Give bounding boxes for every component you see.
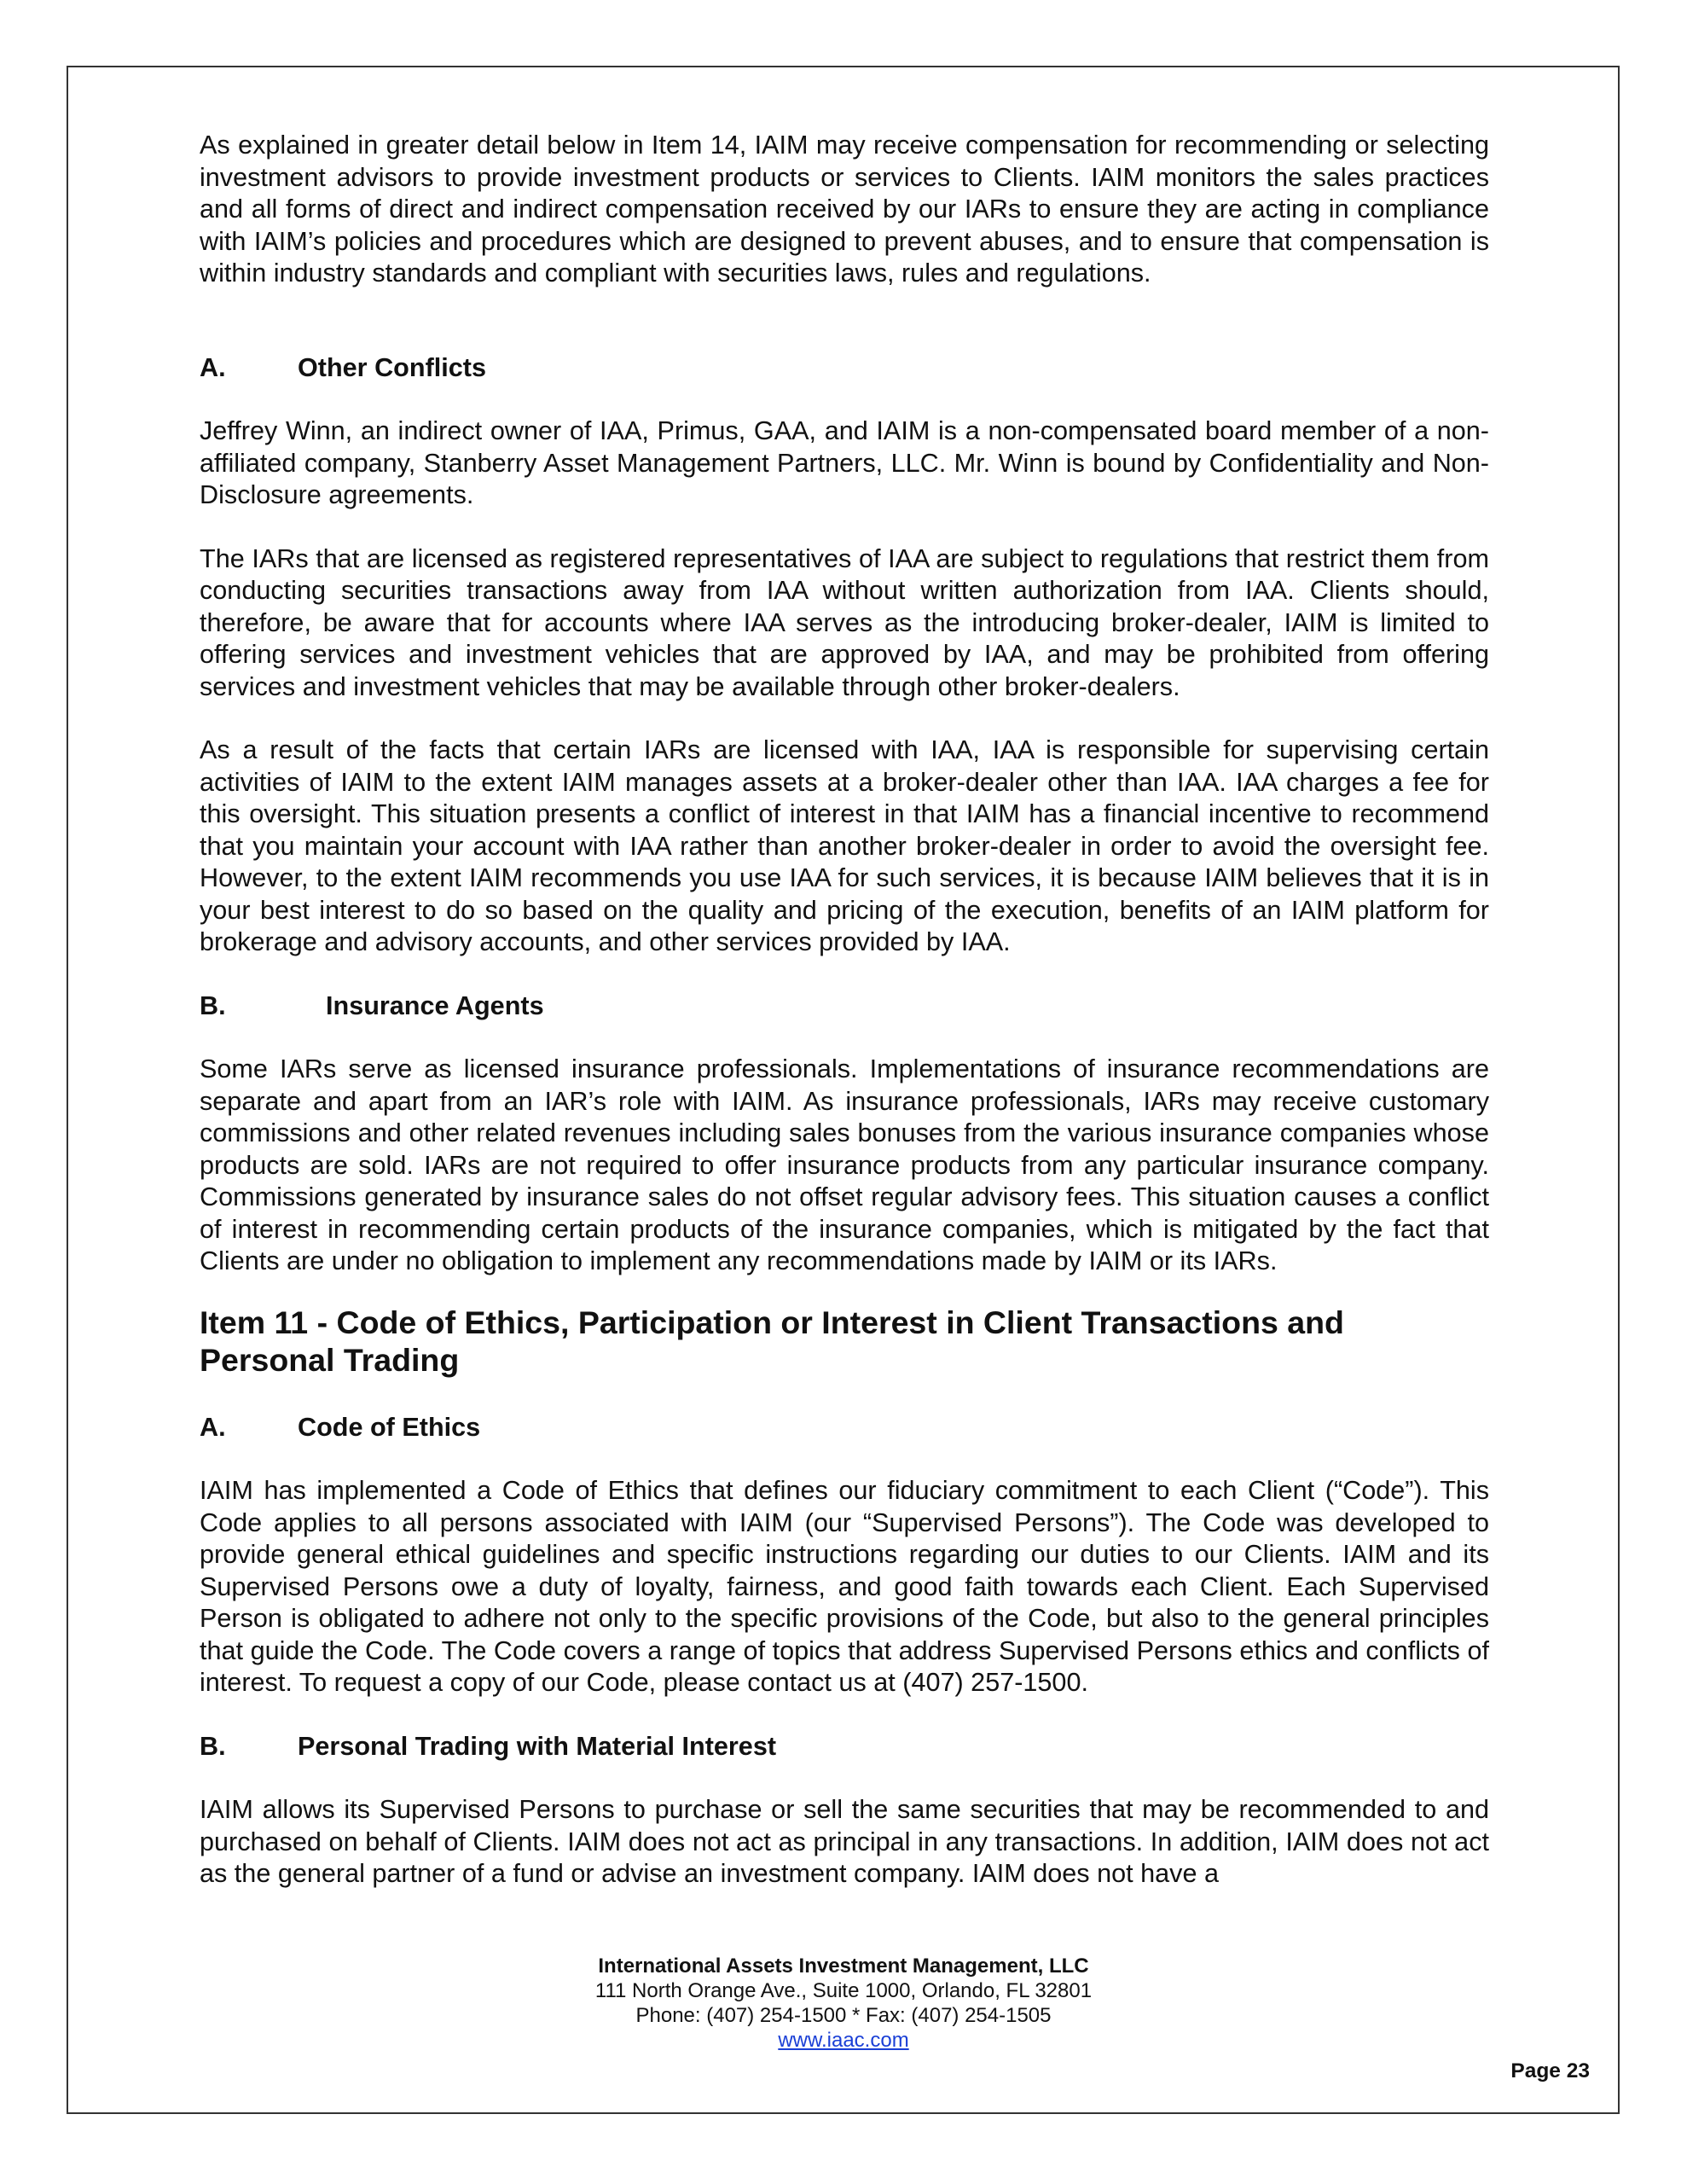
section-a-heading: [200, 352, 1489, 385]
section-a-letter: A.: [200, 352, 226, 382]
personal-trading-title: Personal Trading with Material Interest: [298, 1731, 777, 1761]
footer-company-name: International Assets Investment Management, LLC: [598, 1955, 1089, 1978]
footer-address: 111 North Orange Ave., Suite 1000, Orlando, FL 32801: [594, 1979, 1093, 2002]
personal-trading-heading: [200, 1731, 1489, 1763]
other-conflicts-paragraph-3: As a result of the facts that certain IARs are licensed with IAA, IAA is responsible for supervising certain activities of IAIM to the extent IAIM manages assets at a broker-dealer other than IAA. IAA charges a fee for this oversight. This situation presents a conflict of interest in that IAIM has a financial incentive to recommend that you maintain your account with IAA rather than another broker-dealer in order to avoid the oversight fee. However, to the extent IAIM recommends you use IAA for such services, it is because IAIM believes that it is in your best interest to do so based on the quality and pricing of the execution, benefits of an IAIM platform for brokerage and advisory accounts, and other services provided by IAA.: [200, 735, 1489, 956]
insurance-agents-paragraph: Some IARs serve as licensed insurance professionals. Implementations of insurance recommendations are separate and apart from an IAR’s role with IAIM. As insurance professionals, IARs may receive customary commissions and other related revenues including sales bonuses from the various insurance companies whose products are sold. IARs are not required to offer insurance products from any particular insurance company. Commissions generated by insurance sales do not offset regular advisory fees. This situation causes a conflict of interest in recommending certain products of the insurance companies, which is mitigated by the fact that Clients are under no obligation to implement any recommendations made by IAIM or its IARs.: [200, 1054, 1489, 1275]
code-of-ethics-paragraph: IAIM has implemented a Code of Ethics that defines our fiduciary commitment to each Client (“Code”). This Code applies to all persons associated with IAIM (our “Supervised Persons”). The Code was developed to provide general ethical guidelines and specific instructions regarding our duties to our Clients. IAIM and its Supervised Persons owe a duty of loyalty, fairness, and good faith towards each Client. Each Supervised Person is obligated to adhere not only to the specific provisions of the Code, but also to the general principles that guide the Code. The Code covers a range of topics that address Supervised Persons ethics and conflicts of interest. To request a copy of our Code, please contact us at (407) 257-1500.: [200, 1476, 1489, 1697]
section-b-title: Insurance Agents: [326, 990, 544, 1020]
footer-phone-fax: Phone: (407) 254-1500 * Fax: (407) 254-1505: [635, 2004, 1052, 2027]
page-footer: [0, 1954, 1687, 2053]
other-conflicts-paragraph-1: Jeffrey Winn, an indirect owner of IAA, Primus, GAA, and IAIM is a non-compensated board member of a non-affiliated company, Stanberry Asset Management Partners, LLC. Mr. Winn is bound by Confidentiality and Non-Disclosure agreements.: [200, 416, 1489, 509]
personal-trading-paragraph: IAIM allows its Supervised Persons to purchase or sell the same securities that may be recommended to and purchased on behalf of Clients. IAIM does not act as principal in any transactions. In addition, IAIM does not act as the general partner of a fund or advise an investment company. IAIM does not have a: [200, 1795, 1489, 1888]
personal-trading-letter: B.: [200, 1731, 226, 1761]
other-conflicts-paragraph-2: The IARs that are licensed as registered representatives of IAA are subject to regulations that restrict them from conducting securities transactions away from IAA without written authorization from IAA. Clients should, therefore, be aware that for accounts where IAA serves as the introducing broker-dealer, IAIM is limited to offering services and investment vehicles that are approved by IAA, and may be prohibited from offering services and investment vehicles that may be available through other broker-dealers.: [200, 543, 1489, 701]
item-11-title-line-2: Personal Trading: [200, 1341, 460, 1378]
page-number: Page 23: [1510, 2059, 1590, 2082]
intro-paragraph: As explained in greater detail below in Item 14, IAIM may receive compensation for recommending or selecting investment advisors to provide investment products or services to Clients. IAIM monitors the sales practices and all forms of direct and indirect compensation received by our IARs to ensure they are acting in compliance with IAIM’s policies and procedures which are designed to prevent abuses, and to ensure that compensation is within industry standards and compliant with securities laws, rules and regulations.: [200, 131, 1489, 288]
document-body: [200, 130, 1489, 1891]
code-of-ethics-title: Code of Ethics: [298, 1412, 481, 1442]
section-b-letter: B.: [200, 990, 226, 1020]
section-a-title: Other Conflicts: [298, 352, 486, 382]
code-of-ethics-heading: [200, 1412, 1489, 1444]
item-11-title-line-1: Item 11 - Code of Ethics, Participation or Interest in Client Transactions and: [200, 1304, 1344, 1340]
item-11-heading: [200, 1304, 1489, 1379]
section-b-heading: [200, 990, 1489, 1023]
code-of-ethics-letter: A.: [200, 1412, 226, 1442]
footer-website-link[interactable]: www.iaac.com: [778, 2029, 909, 2052]
